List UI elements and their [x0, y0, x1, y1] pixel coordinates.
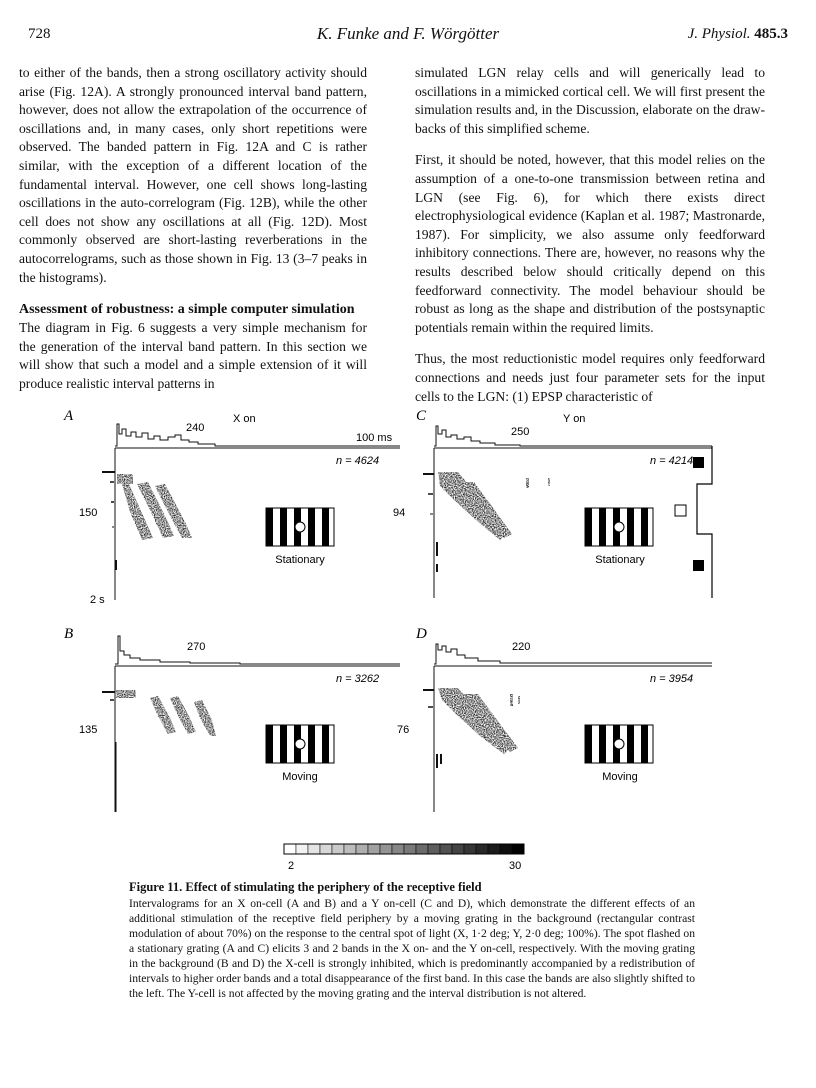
panel-a-bands: [117, 474, 192, 540]
colorbar-cells: [284, 844, 524, 854]
colorbar-cell: [512, 844, 524, 854]
page-number: 728: [28, 26, 51, 42]
colorbar-cell: [308, 844, 320, 854]
caption-title: Figure 11. Effect of stimulating the periphery of the receptive field: [129, 880, 482, 894]
panel-c-n-label: n = 4214: [650, 455, 694, 467]
panel-a: [63, 408, 400, 606]
page-header: [0, 22, 816, 46]
colorbar-cell: [404, 844, 416, 854]
journal-name: J. Physiol.: [687, 26, 751, 42]
panel-b-histogram: [115, 636, 400, 664]
colorbar-cell: [296, 844, 308, 854]
panel-a-condition-label: Stationary: [275, 554, 325, 566]
colorbar-cell: [380, 844, 392, 854]
panel-d-y-label: 76: [397, 724, 410, 736]
colorbar-cell: [464, 844, 476, 854]
panel-c-y-label: 94: [393, 507, 406, 519]
right-column: [415, 64, 765, 406]
panel-c-condition-label: Stationary: [595, 554, 645, 566]
section-heading: Assessment of robustness: a simple computer simulation: [19, 302, 355, 318]
colorbar-cell: [428, 844, 440, 854]
panel-c-bands: [438, 472, 550, 540]
panel-b-stimulus-grating: [266, 725, 334, 763]
panel-d-condition-label: Moving: [602, 771, 638, 783]
panel-c-cell-label: Y on: [563, 413, 586, 425]
colorbar-cell: [392, 844, 404, 854]
panel-a-cell-label: X on: [233, 413, 256, 425]
panel-a-letter: A: [64, 408, 74, 424]
colorbar-cell: [452, 844, 464, 854]
panel-a-n-label: n = 4624: [336, 455, 380, 467]
journal-reference: [688, 26, 788, 43]
panel-a-peak-label: 240: [186, 422, 205, 434]
right-paragraph-1: simulated LGN relay cells and will generically lead to oscillations in a mimicked cortical cell. We will first present the simulation results and, in the Discussion, elaborate on the draw-backs of this simplified scheme.: [415, 65, 765, 136]
panel-d-letter: D: [416, 626, 427, 642]
panel-c-stimulus-grating: [585, 508, 653, 546]
panel-d-histogram: [434, 644, 712, 664]
colorbar-cell: [368, 844, 380, 854]
colorbar-cell: [416, 844, 428, 854]
colorbar-cell: [332, 844, 344, 854]
right-paragraph-3: Thus, the most reductionistic model requires only feedforward connections and needs just four parameter sets for the input cells to the LGN: (1) EPSP characteristic of: [415, 351, 765, 404]
journal-volume: 485.3: [754, 26, 788, 42]
colorbar-cell: [320, 844, 332, 854]
panel-b-condition-label: Moving: [282, 771, 318, 783]
panel-d: [397, 626, 712, 812]
panel-a-timescale-label: 100 ms: [356, 432, 393, 444]
panel-b-peak-label: 270: [187, 641, 206, 653]
panel-d-bands: [438, 688, 520, 754]
panel-a-y-label: 150: [79, 507, 98, 519]
colorbar-max-label: 30: [509, 860, 522, 872]
panel-c-histogram: [434, 426, 712, 446]
figure-caption: [129, 880, 695, 1001]
colorbar: [284, 844, 524, 872]
left-column: [19, 64, 367, 394]
panel-b: [64, 626, 400, 812]
colorbar-cell: [344, 844, 356, 854]
panel-c: [393, 408, 712, 598]
colorbar-cell: [356, 844, 368, 854]
band-shift-indicator: [675, 446, 712, 598]
right-paragraph-2: First, it should be noted, however, that this model relies on the assumption of a one-to-one transmission between retina and LGN (see Fig. 6), for which there exists direct electrophysiological evidence (Kaplan et al. 1987; Mastronarde, 1987). For simplicity, we also assume only feedforward inhibitory connections. There are, however, no reasons why the results described below should critically depend on this feedforward connectivity. The model behaviour should be robust as long as the shape and distribution of the postsynaptic potentials remain within the required limits.: [415, 152, 765, 335]
left-paragraph-2: The diagram in Fig. 6 suggests a very simple mechanism for the generation of the interval band pattern. In this section we will show that such a model and a simple extension of it will produce realistic interval patterns in: [19, 320, 367, 391]
left-paragraph-1: to either of the bands, then a strong oscillatory activity should arise (Fig. 12A). A strongly pronounced interval band pattern, however, does not allow the extrapolation of the occurrence of oscillations and, in many cases, only short repetitions were observed. The banded pattern in Fig. 12A and C is rather similar, with the exception of a different location of the fundamental interval. However, one cell shows long-lasting oscillations in the auto-correlogram (Fig. 12B), while the other cell does not show any oscillations at all (Fig. 12D). Most commonly observed are short-lasting reverberations in the autocorrelograms, such as those shown in Fig. 13 (3–7 peaks in the histograms).: [19, 65, 367, 285]
colorbar-cell: [488, 844, 500, 854]
colorbar-cell: [440, 844, 452, 854]
colorbar-cell: [476, 844, 488, 854]
panel-b-bands: [116, 690, 216, 736]
colorbar-cell: [500, 844, 512, 854]
colorbar-cell: [284, 844, 296, 854]
panel-b-y-label: 135: [79, 724, 98, 736]
panel-d-peak-label: 220: [512, 641, 531, 653]
panel-c-letter: C: [416, 408, 427, 424]
panel-b-letter: B: [64, 626, 74, 642]
panel-d-n-label: n = 3954: [650, 673, 694, 685]
panel-b-n-label: n = 3262: [336, 673, 380, 685]
panel-a-stimulus-grating: [266, 508, 334, 546]
figure-11: [0, 402, 816, 880]
panel-a-y-bottom-label: 2 s: [90, 594, 105, 606]
panel-d-stimulus-grating: [585, 725, 653, 763]
running-authors: K. Funke and F. Wörgötter: [316, 24, 500, 43]
caption-text: Intervalograms for an X on-cell (A and B) and a Y on-cell (C and D), which demonstrate the different effects of an additional stimulation of the receptive field periphery by a moving grating in the background (rectangular contrast modulation of about 70%) on the response to the central spot of light (X, 1·2 deg; Y, 2·0 deg; 100%). The spot flashed on a stationary grating (A and C) elicits 3 and 2 bands in the X on- and the Y on-cell, respectively. With the moving grating in the background (B and D) the X-cell is strongly inhibited, which is predominantly accompanied by a redistribution of intervals to higher order bands and a total disappearance of the first band. In this case the bands are also slightly shifted to the left. The Y-cell is not affected by the moving grating and the interval distribution is not altered.: [129, 897, 695, 1000]
panel-c-peak-label: 250: [511, 426, 530, 438]
figure-11-graphic: [0, 402, 816, 880]
colorbar-min-label: 2: [288, 860, 295, 872]
